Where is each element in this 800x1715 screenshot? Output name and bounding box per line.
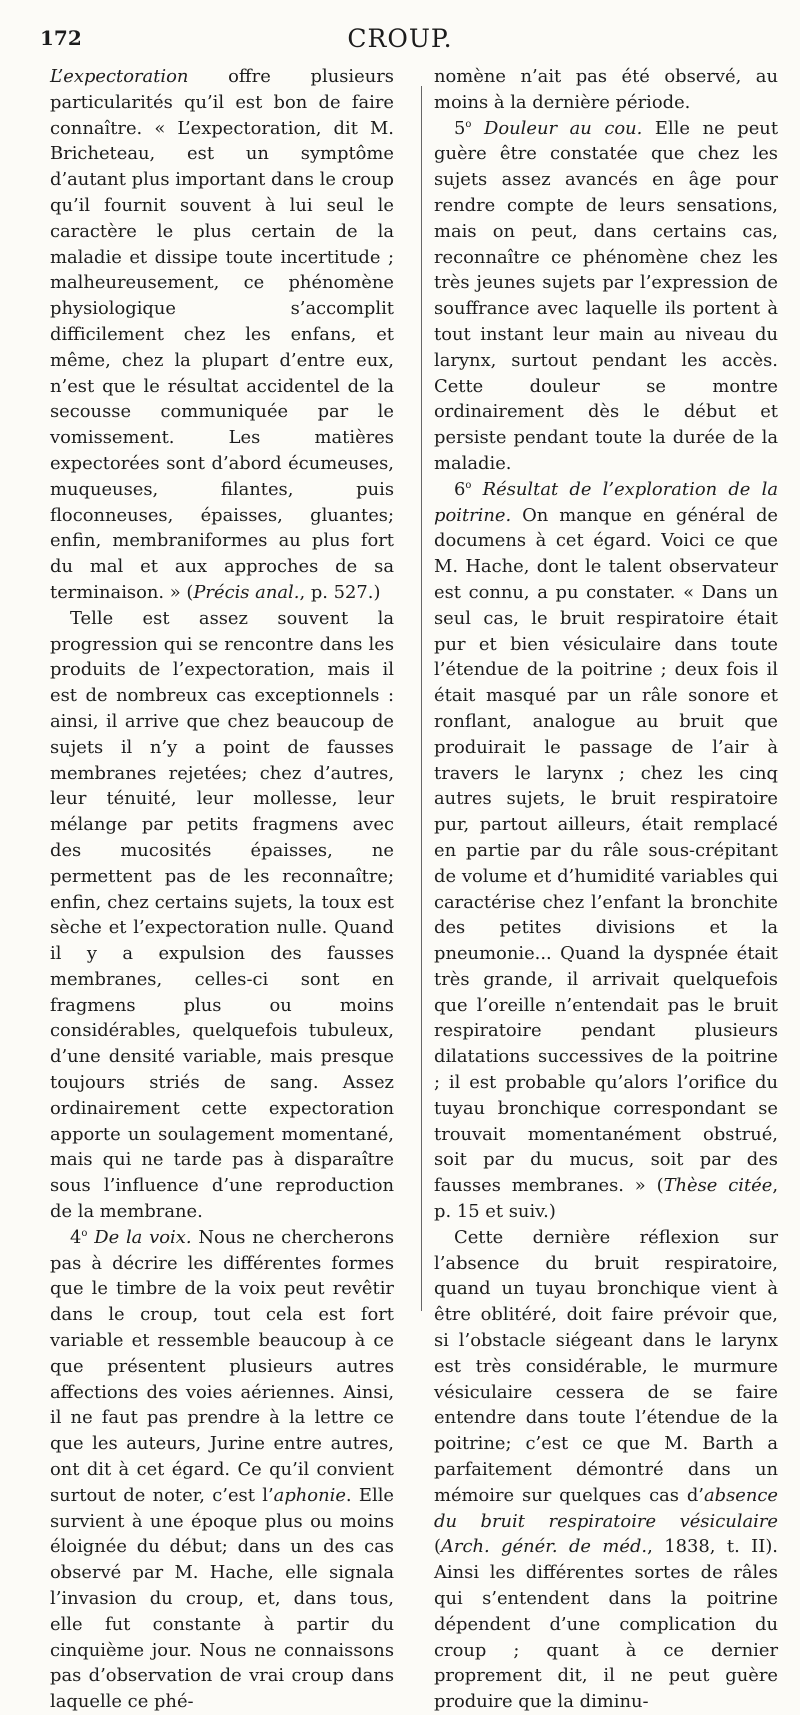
paragraph-douleur: 5$^o$ Douleur au cou. Elle ne peut guère être constatée que chez les sujets assez avancés en âge pour rendre compte de leurs sensations, mais on peut, dans certains cas, reconnaître ce phénomène chez les très jeunes sujets par l’expression de souffrance avec laquelle ils portent à tout instant leur main au niveau du larynx, surtout pendant les accès. Cette douleur se montre ordinairement dès le début et persiste pendant toute la durée de la maladie. bbox=[434, 117, 779, 474]
page-number: 172 bbox=[40, 26, 82, 50]
section-title-voix: De la voix. bbox=[94, 1226, 192, 1248]
right-column bbox=[434, 64, 778, 1715]
paragraph-reflexion: Cette dernière réflexion sur l’absence du bruit respiratoire, quand un tuyau bronchique vient à être oblitéré, doit faire prévoir que, si l’obstacle siégeant dans le larynx est très considérable, le murmure vésiculaire cessera de se faire entendre dans toute l’étendue de la poitrine; c’est ce que M. Barth a parfaitement démontré dans un mémoire sur quelques cas d’absence du bruit respiratoire vésiculaire (Arch. génér. de méd., 1838, t. II). Ainsi les différentes sortes de râles qui s’entendent dans la poitrine dépendent d’une complication du croup ; quant à ce dernier proprement dit, il ne peut guère produire que la diminu- bbox=[434, 1226, 778, 1713]
paragraph-expectoration: L’expectoration offre plusieurs particularités qu’il est bon de faire connaître. « L’expectoration, dit M. Bricheteau, est un symptôme d’autant plus important dans le croup qu’il fournit souvent à lui seul le caractère le plus certain de la maladie et dissipe toute incertitude ; malheureusement, ce phénomène physiologique s’accomplit difficilement chez les enfans, et même, chez la plupart d’entre eux, n’est que le résultat accidentel de la secousse communiquée par le vomissement. Les matières expectorées sont d’abord écumeuses, muqueuses, filantes, puis floconneuses, épaisses, gluantes; enfin, membraniformes au plus fort du mal et aux approches de sa terminaison. » (Précis anal., p. 527.) bbox=[50, 66, 394, 603]
section-title-expectoration: L’expectoration bbox=[50, 66, 189, 87]
column-divider bbox=[421, 86, 422, 1311]
term-absence-bruit: absence du bruit respiratoire vésiculaire bbox=[434, 1484, 778, 1532]
citation-arch: Arch. génér. de méd. bbox=[440, 1536, 648, 1558]
running-head: CROUP. bbox=[347, 24, 453, 53]
paragraph-progression: Telle est assez souvent la progression qui se rencontre dans les produits de l’expectoration, mais il est de nombreux cas exceptionnels : ainsi, il arrive que chez beaucoup de sujets il n’y a point de fausses membranes rejetées; chez d’autres, leur ténuité, leur mollesse, leur mélange par petits fragmens avec des mucosités épaisses, ne permettent pas de les reconnaître; enfin, chez certains sujets, la toux est sèche et l’expectoration nulle. Quand il y a expulsion des fausses membranes, celles-ci sont en fragmens plus ou moins considérables, quelquefois tubuleux, d’une densité variable, mais presque toujours striés de sang. Assez ordinairement cette expectoration apporte un soulagement momentané, mais qui ne tarde pas à disparaître sous l’influence d’une reproduction de la membrane. bbox=[50, 607, 394, 1223]
section-title-douleur: Douleur au cou. bbox=[484, 117, 643, 139]
paragraph-exploration: 6$^o$ Résultat de l’exploration de la poitrine. On manque en général de documens à cet égard. Voici ce que M. Hache, dont le talent observateur est connu, a pu constater. « Dans un seul cas, le bruit respiratoire était pur et bien vésiculaire dans toute l’étendue de la poitrine ; deux fois il était masqué par un râle sonore et ronflant, analogue au bruit que produirait le passage de l’air à travers le larynx ; chez les cinq autres sujets, le bruit respiratoire pur, partout ailleurs, était remplacé en partie par du râle sous-crépitant de volume et d’humidité variables qui caractérise chez l’enfant la bronchite des petites divisions et la pneumonie... Quand la dyspnée était très grande, il arrivait quelquefois que l’oreille n’entendait pas le bruit respiratoire pendant plusieurs dilatations successives de la poitrine ; il est probable qu’alors l’orifice du tuyau bronchique correspondant se trouvait momentanément obstrué, soit par du mucus, soit par des fausses membranes. » (Thèse citée, p. 15 et suiv.) bbox=[434, 478, 779, 1223]
paragraph-voix: 4$^o$ De la voix. Nous ne chercherons pas à décrire les différentes formes que le timbre de la voix peut revêtir dans le croup, tout cela est fort variable et ressemble beaucoup à ce que présentent plusieurs autres affections des voies aériennes. Ainsi, il ne faut pas prendre à la lettre ce que les auteurs, Jurine entre autres, ont dit à cet égard. Ce qu’il convient surtout de noter, c’est l’aphonie. Elle survient à une époque plus ou moins éloignée du début; dans un des cas observé par M. Hache, elle signala l’invasion du croup, et, dans tous, elle fut constante à partir du cinquième jour. Nous ne connaissons pas d’observation de vrai croup dans laquelle ce phé- bbox=[50, 1226, 395, 1713]
citation-precis: Précis anal. bbox=[193, 581, 300, 603]
citation-these: Thèse citée bbox=[663, 1175, 773, 1197]
left-column bbox=[50, 64, 394, 1715]
term-aphonie: aphonie bbox=[273, 1484, 346, 1506]
section-title-exploration: Résultat de l’exploration de la poitrine. bbox=[434, 478, 779, 526]
paragraph-continuation: nomène n’ait pas été observé, au moins à la dernière période. bbox=[434, 66, 778, 113]
